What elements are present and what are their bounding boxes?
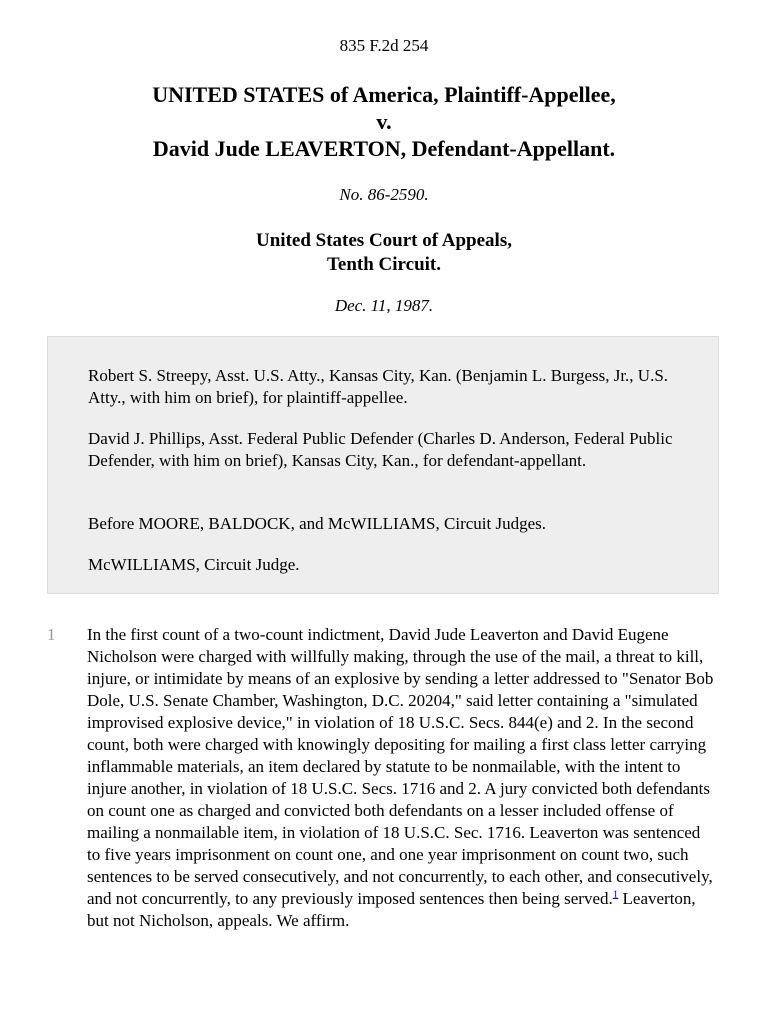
paragraph-text-continued: Leaverton, but not Nicholson, appeals. We affirm. [87,889,696,930]
caption-defendant: David Jude LEAVERTON, Defendant-Appellant. [152,136,616,161]
paragraph-text: In the first count of a two-count indictment, David Jude Leaverton and David Eugene Nicholson were charged with willfully making, through the use of the mail, a threat to kill, injure, or intimidate by means of an explosive by sending a letter addressed to "Senator Bob Dole, U.S. Senate Chamber, Washington, D.C. 20204," said letter containing a "simulated improvised explosive device," in violation of 18 U.S.C. Secs. 844(e) and 2. In the second count, both were charged with knowingly depositing for mailing a first class letter carrying inflammable materials, an item declared by statute to be nonmailable, with the intent to injure another, in violation of 18 U.S.C. Secs. 1716 and 2. A jury convicted both defendants on count one as charged and convicted both defendants on a lesser included offense of mailing a nonmailable item, in violation of 18 U.S.C. Sec. 1716. Leaverton was sentenced to five years imprisonment on count one, and one year imprisonment on count two, such sentences to be served consecutively, and not concurrently, to each other, and consecutively, and not concurrently, to any previously imposed sentences then being served. [87,625,714,908]
court-name-line2: Tenth Circuit. [326,254,442,275]
opinion-paragraph [87,624,717,932]
court-name-line1: United States Court of Appeals, [256,230,512,251]
docket-number: No. 86-2590. [339,185,429,204]
caption-plaintiff: UNITED STATES of America, Plaintiff-Appellee, [152,82,616,107]
counsel-plaintiff: Robert S. Streepy, Asst. U.S. Atty., Kansas City, Kan. (Benjamin L. Burgess, Jr., U.S. Atty., with him on brief), for plaintiff-appellee. [88,366,669,407]
paragraph-number: 1 [47,625,56,644]
panel-judges: Before MOORE, BALDOCK, and McWILLIAMS, Circuit Judges. [88,514,546,533]
case-citation: 835 F.2d 254 [339,36,429,55]
counsel-box [47,336,719,594]
opinion-author: McWILLIAMS, Circuit Judge. [88,555,300,574]
caption-versus: v. [376,109,392,134]
counsel-defendant: David J. Phillips, Asst. Federal Public Defender (Charles D. Anderson, Federal Public Defender, with him on brief), Kansas City, Kan., for defendant-appellant. [88,429,673,470]
court-name [0,229,768,277]
footnote-link[interactable]: 1 [612,888,619,901]
case-caption [0,81,768,162]
decision-date: Dec. 11, 1987. [334,296,434,315]
